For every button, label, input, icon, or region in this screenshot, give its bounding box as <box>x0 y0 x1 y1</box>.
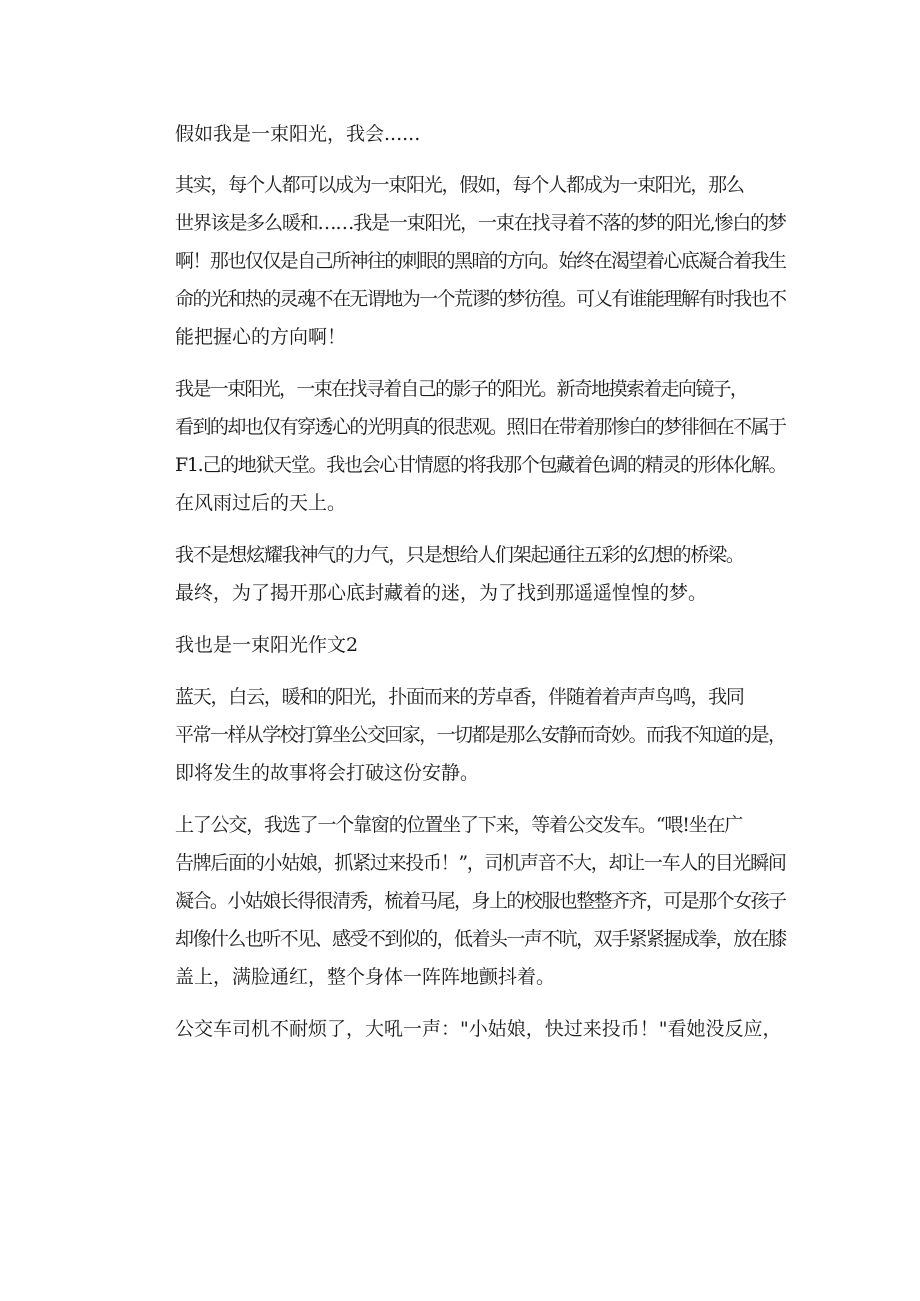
text-line: 公交车司机不耐烦了，大吼一声："小姑娘，快过来投币！"看她没反应， <box>175 1018 782 1040</box>
document-title: 假如我是一束阳光，我会...... <box>175 123 421 145</box>
paragraph <box>137 678 787 792</box>
text-line: 能把握心的方向啊！ <box>175 326 347 348</box>
text-line: 最终，为了揭开那心底封藏着的迷，为了找到那遥遥惶惶的梦。 <box>175 582 708 604</box>
paragraph <box>137 166 787 356</box>
text-line: 世界该是多么暖和……我是一束阳光，一束在找寻着不落的梦的阳光,惨白的梦 <box>175 212 786 234</box>
text-line: 凝合。小姑娘长得很清秀，梳着马尾，身上的校服也整整齐齐，可是那个女孩子 <box>175 890 786 912</box>
document-body <box>137 116 787 1062</box>
text-line: 蓝天，白云，暖和的阳光，扑面而来的芳卓香，伴随着着声声鸟鸣，我同 <box>175 686 744 708</box>
paragraph-list <box>137 166 787 1048</box>
text-line: 命的光和热的灵魂不在无谓地为一个荒谬的梦彷徨。可乂有谁能理解有时我也不 <box>175 288 786 310</box>
text-line: 我也是一束阳光作文2 <box>175 634 359 656</box>
text-line: F1.己的地狱天堂。我也会心甘情愿的将我那个包藏着色调的精灵的形体化解。 <box>175 454 787 476</box>
text-line: 上了公交，我选了一个靠窗的位置坐了下来，等着公交发车。“喂!坐在广 <box>175 814 743 836</box>
paragraph <box>137 536 787 612</box>
paragraph <box>137 806 787 996</box>
text-line: 告牌后面的小姑娘，抓紧过来投币！”，司机声音不大，却让一车人的目光瞬间 <box>175 852 786 874</box>
text-line: 其实，每个人都可以成为一束阳光，假如，每个人都成为一束阳光，那么 <box>175 174 744 196</box>
text-line: 我是一束阳光，一束在找寻着自己的影子的阳光。新奇地摸索着走向镜子， <box>175 378 748 400</box>
text-line: 平常一样从学校打算坐公交回家，一切都是那么安静而奇妙。而我不知道的是， <box>175 724 786 746</box>
text-line: 盖上，满脸通红，整个身体一阵阵地颤抖着。 <box>175 966 556 988</box>
text-line: 看到的却也仅有穿透心的光明真的很悲观。照旧在带着那惨白的梦徘徊在不属于 <box>175 416 786 438</box>
text-line: 却像什么也听不见、感受不到似的，低着头一声不吭，双手紧紧握成拳，放在膝 <box>175 928 786 950</box>
text-line: 在风雨过后的天上。 <box>175 492 347 514</box>
paragraph <box>137 1010 787 1048</box>
paragraph <box>137 370 787 522</box>
text-line: 即将发生的故事将会打破这份安静。 <box>175 762 480 784</box>
text-line: 我不是想炫耀我神气的力气，只是想给人们架起通往五彩的幻想的桥梁。 <box>175 544 744 566</box>
section-heading <box>137 626 787 664</box>
text-line: 啊！那也仅仅是自己所神往的刺眼的黑暗的方向。始终在渴望着心底凝合着我生 <box>175 250 786 272</box>
